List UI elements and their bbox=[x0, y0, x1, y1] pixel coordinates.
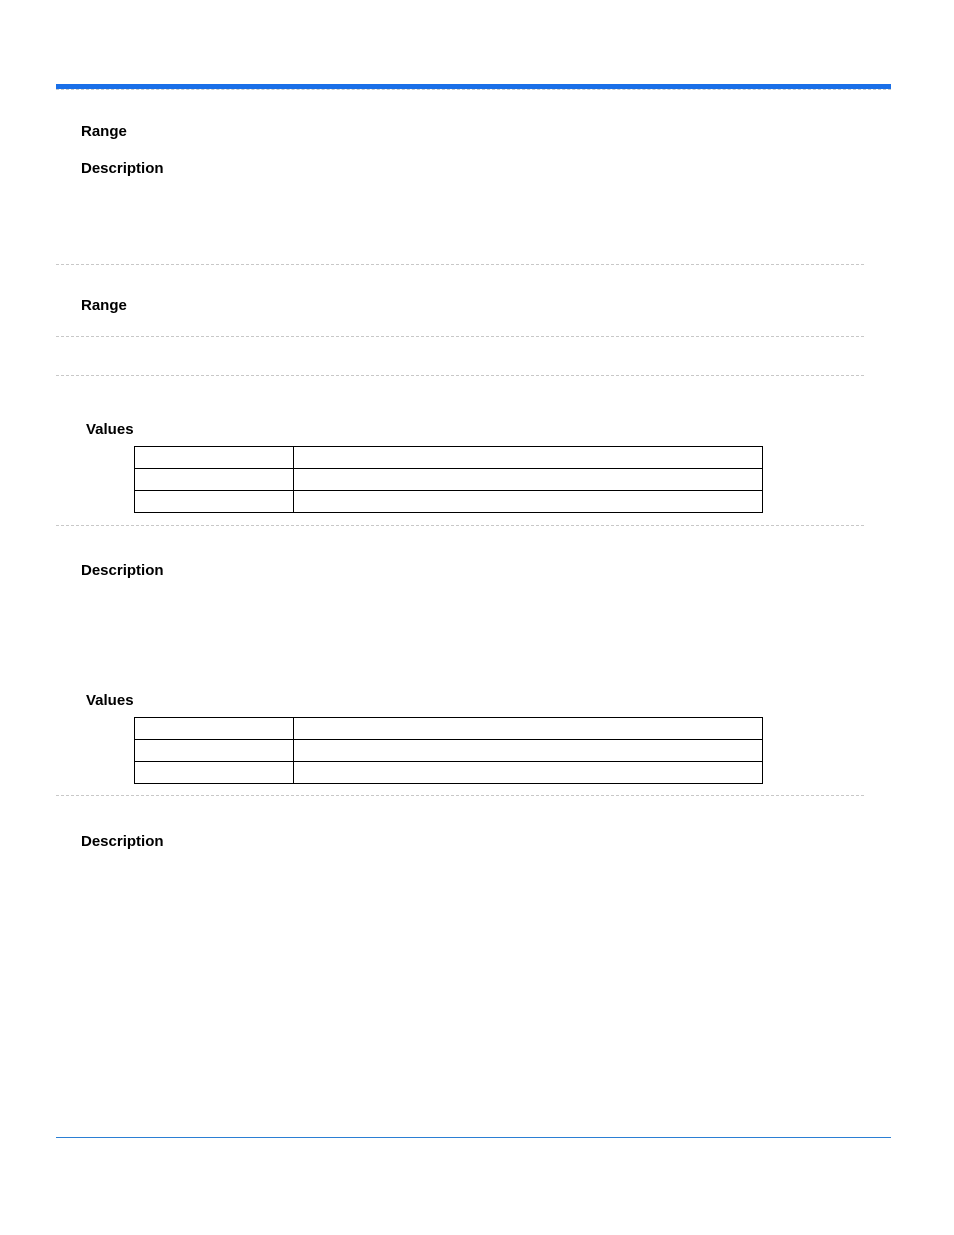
table-row bbox=[135, 469, 763, 491]
values-label-1: Values bbox=[86, 421, 134, 438]
table-cell bbox=[294, 740, 763, 762]
range-label-1: Range bbox=[81, 123, 127, 140]
section-separator-1 bbox=[56, 264, 864, 265]
table-cell bbox=[294, 491, 763, 513]
section-separator-2 bbox=[56, 336, 864, 337]
header-dash-line bbox=[56, 89, 891, 90]
table-cell bbox=[135, 469, 294, 491]
table-cell bbox=[135, 718, 294, 740]
table-row bbox=[135, 447, 763, 469]
footer-rule bbox=[56, 1137, 891, 1138]
values-table-2 bbox=[134, 717, 763, 784]
table-cell bbox=[294, 718, 763, 740]
table-cell bbox=[294, 469, 763, 491]
description-label-3: Description bbox=[81, 833, 164, 850]
values-label-2: Values bbox=[86, 692, 134, 709]
description-label-2: Description bbox=[81, 562, 164, 579]
table-cell bbox=[135, 447, 294, 469]
table-cell bbox=[135, 740, 294, 762]
table-cell bbox=[135, 762, 294, 784]
section-separator-3 bbox=[56, 375, 864, 376]
description-label-1: Description bbox=[81, 160, 164, 177]
table-row bbox=[135, 718, 763, 740]
section-separator-5 bbox=[56, 795, 864, 796]
range-label-2: Range bbox=[81, 297, 127, 314]
values-table-1 bbox=[134, 446, 763, 513]
section-separator-4 bbox=[56, 525, 864, 526]
table-cell bbox=[294, 762, 763, 784]
table-row bbox=[135, 491, 763, 513]
table-cell bbox=[294, 447, 763, 469]
table-row bbox=[135, 762, 763, 784]
table-cell bbox=[135, 491, 294, 513]
table-row bbox=[135, 740, 763, 762]
